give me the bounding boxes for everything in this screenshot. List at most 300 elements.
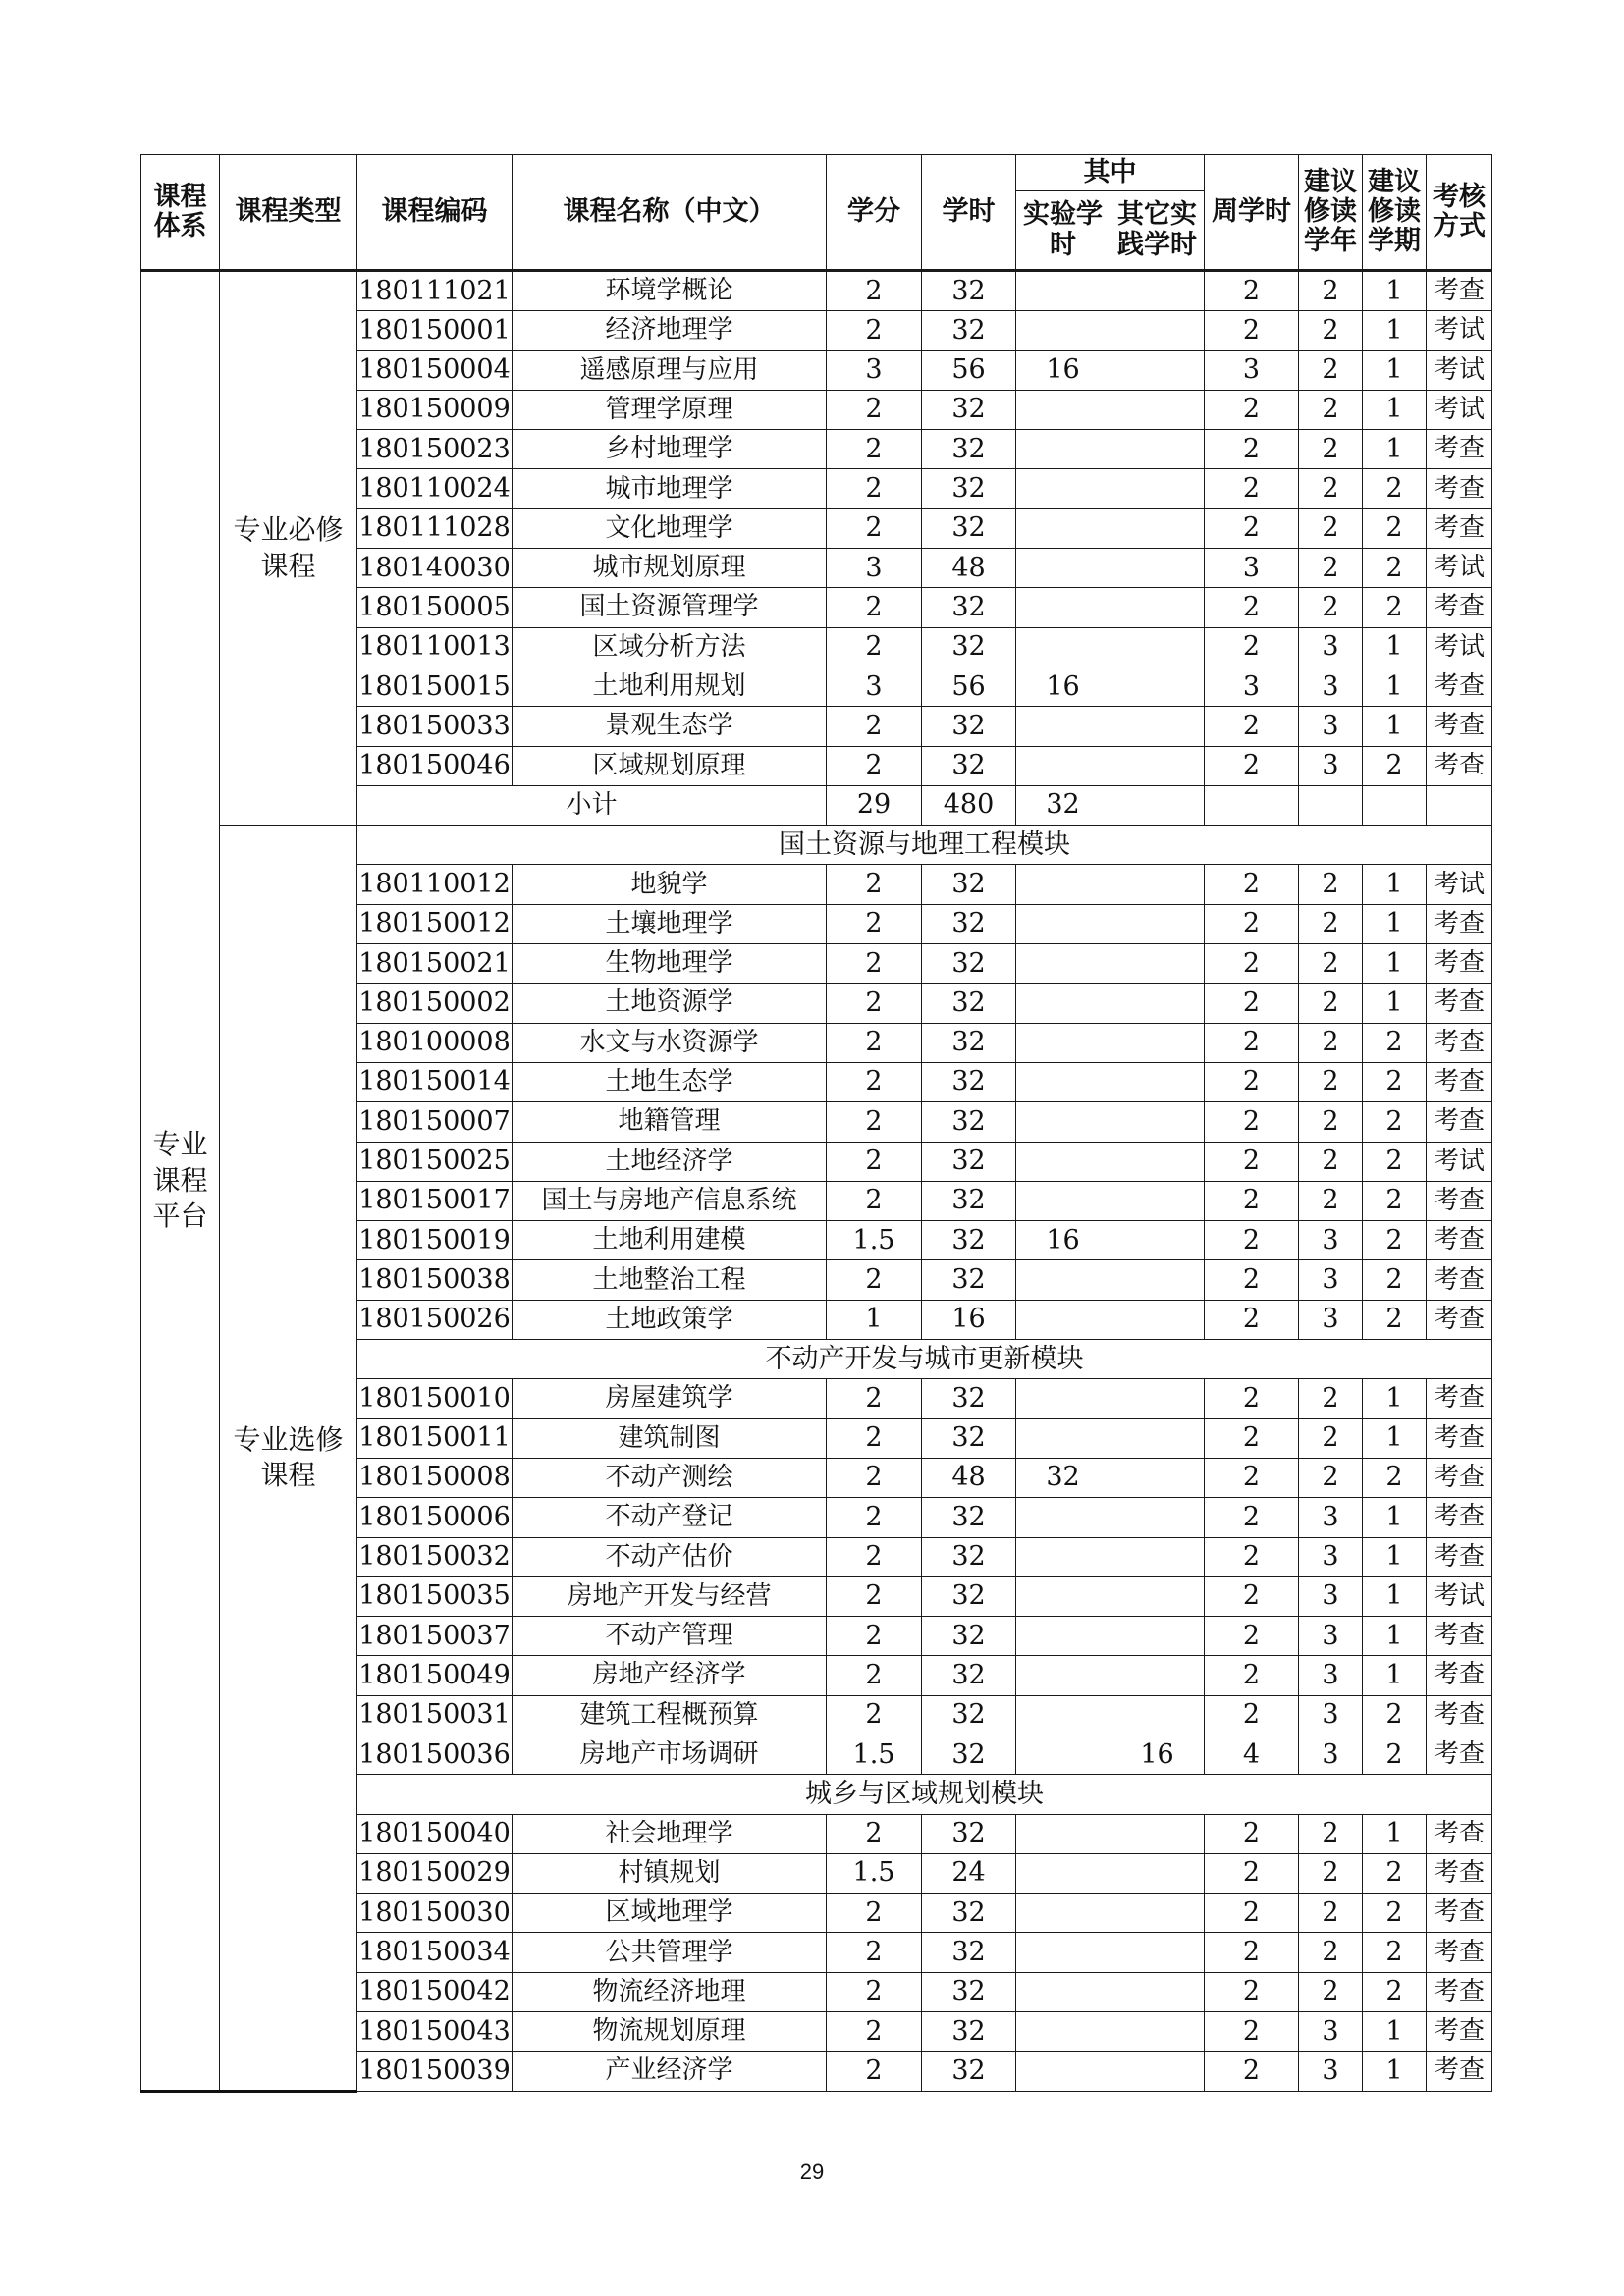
course-code: 180100008 [357,1023,513,1062]
weekly-hours: 2 [1205,944,1299,984]
course-name: 房屋建筑学 [513,1379,827,1418]
exam-method: 考查 [1427,271,1492,311]
suggested-term: 1 [1363,311,1427,350]
lab-hours [1016,1181,1110,1220]
practice-hours [1110,707,1205,746]
credit: 1.5 [827,1853,922,1893]
weekly-hours: 2 [1205,904,1299,943]
exam-method: 考试 [1427,627,1492,667]
weekly-hours: 2 [1205,984,1299,1023]
course-name: 物流经济地理 [513,1972,827,2011]
course-code: 180150017 [357,1181,513,1220]
weekly-hours: 2 [1205,588,1299,627]
hours: 48 [922,549,1016,588]
practice-hours [1110,944,1205,984]
credit: 2 [827,1181,922,1220]
weekly-hours: 2 [1205,1023,1299,1062]
weekly-hours: 2 [1205,1379,1299,1418]
credit: 2 [827,904,922,943]
suggested-year: 3 [1299,667,1363,706]
course-name: 不动产登记 [513,1498,827,1537]
course-name: 国土与房地产信息系统 [513,1181,827,1220]
credit: 2 [827,1260,922,1300]
suggested-year: 2 [1299,865,1363,904]
suggested-year: 3 [1299,1221,1363,1260]
weekly-hours: 2 [1205,1142,1299,1181]
course-name: 土壤地理学 [513,904,827,943]
practice-hours [1110,865,1205,904]
hours: 32 [922,469,1016,508]
exam-method: 考查 [1427,1735,1492,1774]
suggested-term: 1 [1363,1418,1427,1458]
credit: 2 [827,984,922,1023]
lab-hours [1016,1498,1110,1537]
suggested-term: 1 [1363,1537,1427,1576]
lab-hours [1016,1260,1110,1300]
suggested-year: 2 [1299,1972,1363,2011]
practice-hours [1110,1894,1205,1933]
suggested-term: 1 [1363,430,1427,469]
course-code: 180150008 [357,1458,513,1497]
practice-hours [1110,1379,1205,1418]
suggested-year: 2 [1299,1181,1363,1220]
lab-hours: 16 [1016,1221,1110,1260]
course-name: 土地利用建模 [513,1221,827,1260]
hours: 32 [922,588,1016,627]
course-code: 180150021 [357,944,513,984]
course-name: 地貌学 [513,865,827,904]
hours: 32 [922,1418,1016,1458]
course-name: 文化地理学 [513,508,827,548]
hours: 32 [922,984,1016,1023]
header-system: 课程体系 [141,155,220,271]
exam-method: 考试 [1427,350,1492,390]
course-name: 建筑制图 [513,1418,827,1458]
exam-method: 考查 [1427,1379,1492,1418]
course-name: 土地经济学 [513,1142,827,1181]
weekly-hours: 2 [1205,469,1299,508]
exam-method: 考试 [1427,549,1492,588]
course-name: 房地产开发与经营 [513,1576,827,1616]
practice-hours [1110,588,1205,627]
hours: 32 [922,627,1016,667]
module-title: 城乡与区域规划模块 [357,1775,1492,1814]
credit: 2 [827,1894,922,1933]
course-name: 经济地理学 [513,311,827,350]
hours: 32 [922,1062,1016,1101]
page-number: 29 [799,2160,825,2184]
practice-hours [1110,746,1205,785]
suggested-year: 2 [1299,430,1363,469]
course-code: 180111028 [357,508,513,548]
lab-hours [1016,984,1110,1023]
suggested-year: 3 [1299,1498,1363,1537]
suggested-term: 1 [1363,865,1427,904]
practice-hours [1110,984,1205,1023]
credit: 2 [827,627,922,667]
course-code: 180140030 [357,549,513,588]
practice-hours [1110,1933,1205,1972]
course-name: 管理学原理 [513,390,827,429]
lab-hours [1016,1576,1110,1616]
hours: 32 [922,1656,1016,1695]
suggested-year: 2 [1299,588,1363,627]
credit: 2 [827,944,922,984]
suggested-term: 1 [1363,627,1427,667]
exam-method: 考查 [1427,588,1492,627]
header-weekly: 周学时 [1205,155,1299,271]
suggested-term: 1 [1363,1498,1427,1537]
suggested-year: 3 [1299,1260,1363,1300]
suggested-term: 2 [1363,1853,1427,1893]
suggested-term: 1 [1363,667,1427,706]
practice-hours [1110,390,1205,429]
course-name: 地籍管理 [513,1102,827,1142]
lab-hours [1016,1537,1110,1576]
weekly-hours: 2 [1205,1853,1299,1893]
credit: 1.5 [827,1221,922,1260]
credit: 2 [827,390,922,429]
practice-hours [1110,1142,1205,1181]
practice-hours [1110,2052,1205,2091]
hours: 32 [922,1498,1016,1537]
suggested-term: 2 [1363,1260,1427,1300]
exam-method: 考查 [1427,667,1492,706]
exam-method: 考查 [1427,1972,1492,2011]
header-type: 课程类型 [220,155,357,271]
exam-method: 考查 [1427,1814,1492,1853]
course-code: 180150030 [357,1894,513,1933]
practice-hours [1110,1695,1205,1735]
exam-method: 考查 [1427,2052,1492,2091]
lab-hours [1016,588,1110,627]
course-name: 房地产市场调研 [513,1735,827,1774]
course-name: 土地整治工程 [513,1260,827,1300]
suggested-year: 3 [1299,1695,1363,1735]
exam-method: 考查 [1427,1260,1492,1300]
suggested-year: 2 [1299,1894,1363,1933]
credit: 2 [827,588,922,627]
course-code: 180150034 [357,1933,513,1972]
weekly-hours: 2 [1205,1894,1299,1933]
course-name: 房地产经济学 [513,1656,827,1695]
weekly-hours: 2 [1205,390,1299,429]
weekly-hours: 2 [1205,1814,1299,1853]
weekly-hours: 4 [1205,1735,1299,1774]
exam-method: 考查 [1427,2012,1492,2052]
credit: 2 [827,1023,922,1062]
subtotal-weekly [1205,785,1299,825]
hours: 56 [922,350,1016,390]
course-name: 区域规划原理 [513,746,827,785]
hours: 24 [922,1853,1016,1893]
exam-method: 考查 [1427,430,1492,469]
course-code: 180150043 [357,2012,513,2052]
suggested-term: 2 [1363,1458,1427,1497]
credit: 2 [827,469,922,508]
exam-method: 考查 [1427,1458,1492,1497]
lab-hours [1016,1814,1110,1853]
weekly-hours: 2 [1205,430,1299,469]
suggested-year: 2 [1299,984,1363,1023]
credit: 2 [827,1576,922,1616]
suggested-term: 1 [1363,904,1427,943]
lab-hours [1016,469,1110,508]
suggested-term: 1 [1363,2052,1427,2091]
hours: 32 [922,1617,1016,1656]
suggested-term: 2 [1363,1735,1427,1774]
lab-hours [1016,904,1110,943]
practice-hours [1110,1221,1205,1260]
course-code: 180150032 [357,1537,513,1576]
hours: 32 [922,508,1016,548]
credit: 2 [827,1695,922,1735]
weekly-hours: 3 [1205,667,1299,706]
credit: 2 [827,2012,922,2052]
practice-hours [1110,271,1205,311]
weekly-hours: 2 [1205,2052,1299,2091]
lab-hours [1016,746,1110,785]
lab-hours [1016,1735,1110,1774]
credit: 2 [827,508,922,548]
course-name: 遥感原理与应用 [513,350,827,390]
table-row [141,271,1492,311]
course-name: 城市规划原理 [513,549,827,588]
weekly-hours: 2 [1205,1656,1299,1695]
lab-hours [1016,549,1110,588]
weekly-hours: 2 [1205,1181,1299,1220]
header-row-1 [141,155,1492,191]
subtotal-label: 小计 [357,785,827,825]
exam-method: 考试 [1427,1142,1492,1181]
course-code: 180150038 [357,1260,513,1300]
exam-method: 考查 [1427,1498,1492,1537]
exam-method: 考查 [1427,1181,1492,1220]
lab-hours: 16 [1016,350,1110,390]
weekly-hours: 3 [1205,350,1299,390]
hours: 32 [922,311,1016,350]
credit: 2 [827,1814,922,1853]
suggested-year: 3 [1299,1617,1363,1656]
credit: 2 [827,746,922,785]
header-exam: 考核方式 [1427,155,1492,271]
lab-hours [1016,2012,1110,2052]
lab-hours [1016,508,1110,548]
practice-hours [1110,1656,1205,1695]
suggested-year: 3 [1299,1656,1363,1695]
course-code: 180150029 [357,1853,513,1893]
weekly-hours: 2 [1205,1458,1299,1497]
hours: 56 [922,667,1016,706]
suggested-term: 1 [1363,350,1427,390]
suggested-term: 2 [1363,1695,1427,1735]
course-type-elective: 专业选修课程 [220,826,357,2092]
lab-hours [1016,1617,1110,1656]
weekly-hours: 2 [1205,1498,1299,1537]
hours: 32 [922,1814,1016,1853]
lab-hours [1016,1418,1110,1458]
practice-hours [1110,1023,1205,1062]
module-title: 不动产开发与城市更新模块 [357,1340,1492,1379]
suggested-term: 1 [1363,1814,1427,1853]
hours: 32 [922,1933,1016,1972]
module-header-row [141,826,1492,865]
lab-hours [1016,627,1110,667]
course-name: 不动产测绘 [513,1458,827,1497]
hours: 48 [922,1458,1016,1497]
suggested-year: 3 [1299,1537,1363,1576]
practice-hours [1110,667,1205,706]
suggested-year: 2 [1299,508,1363,548]
practice-hours [1110,1853,1205,1893]
credit: 2 [827,271,922,311]
hours: 32 [922,1142,1016,1181]
course-name: 国土资源管理学 [513,588,827,627]
exam-method: 考查 [1427,1894,1492,1933]
exam-method: 考查 [1427,707,1492,746]
credit: 2 [827,1458,922,1497]
exam-method: 考查 [1427,1023,1492,1062]
credit: 2 [827,1617,922,1656]
suggested-term: 2 [1363,1300,1427,1339]
weekly-hours: 2 [1205,1537,1299,1576]
credit: 2 [827,2052,922,2091]
practice-hours [1110,1102,1205,1142]
suggested-year: 2 [1299,1853,1363,1893]
lab-hours [1016,1853,1110,1893]
exam-method: 考查 [1427,1695,1492,1735]
hours: 32 [922,1537,1016,1576]
suggested-term: 2 [1363,1181,1427,1220]
course-code: 180150040 [357,1814,513,1853]
suggested-term: 2 [1363,1023,1427,1062]
practice-hours [1110,1814,1205,1853]
hours: 32 [922,1260,1016,1300]
lab-hours [1016,430,1110,469]
course-code: 180150009 [357,390,513,429]
suggested-year: 3 [1299,746,1363,785]
suggested-term: 1 [1363,944,1427,984]
subtotal-exam [1427,785,1492,825]
suggested-term: 2 [1363,1894,1427,1933]
exam-method: 考试 [1427,390,1492,429]
suggested-year: 2 [1299,390,1363,429]
subtotal-credit: 29 [827,785,922,825]
weekly-hours: 2 [1205,1221,1299,1260]
suggested-year: 3 [1299,627,1363,667]
suggested-year: 2 [1299,904,1363,943]
exam-method: 考查 [1427,984,1492,1023]
subtotal-term [1363,785,1427,825]
weekly-hours: 2 [1205,1260,1299,1300]
course-name: 水文与水资源学 [513,1023,827,1062]
practice-hours [1110,1458,1205,1497]
course-name: 物流规划原理 [513,2012,827,2052]
suggested-term: 2 [1363,1102,1427,1142]
course-name: 产业经济学 [513,2052,827,2091]
suggested-year: 2 [1299,1023,1363,1062]
credit: 2 [827,1933,922,1972]
suggested-year: 2 [1299,1933,1363,1972]
credit: 1 [827,1300,922,1339]
suggested-year: 3 [1299,1300,1363,1339]
header-term: 建议修读学期 [1363,155,1427,271]
weekly-hours: 2 [1205,1062,1299,1101]
practice-hours [1110,1576,1205,1616]
hours: 32 [922,2012,1016,2052]
lab-hours [1016,707,1110,746]
hours: 32 [922,707,1016,746]
course-name: 环境学概论 [513,271,827,311]
suggested-year: 3 [1299,1735,1363,1774]
course-name: 村镇规划 [513,1853,827,1893]
weekly-hours: 2 [1205,2012,1299,2052]
suggested-term: 2 [1363,1972,1427,2011]
course-code: 180150001 [357,311,513,350]
exam-method: 考查 [1427,904,1492,943]
hours: 32 [922,865,1016,904]
header-practice: 其它实践学时 [1110,191,1205,271]
credit: 2 [827,1062,922,1101]
hours: 16 [922,1300,1016,1339]
exam-method: 考查 [1427,944,1492,984]
practice-hours [1110,1617,1205,1656]
lab-hours [1016,1656,1110,1695]
header-lab: 实验学时 [1016,191,1110,271]
credit: 3 [827,350,922,390]
subtotal-lab: 32 [1016,785,1110,825]
credit: 2 [827,1537,922,1576]
practice-hours [1110,1498,1205,1537]
course-name: 景观生态学 [513,707,827,746]
hours: 32 [922,1972,1016,2011]
credit: 2 [827,1142,922,1181]
practice-hours [1110,430,1205,469]
lab-hours [1016,1379,1110,1418]
suggested-year: 2 [1299,1458,1363,1497]
suggested-term: 1 [1363,1379,1427,1418]
practice-hours [1110,1418,1205,1458]
credit: 2 [827,865,922,904]
course-name: 城市地理学 [513,469,827,508]
header-code: 课程编码 [357,155,513,271]
exam-method: 考查 [1427,1853,1492,1893]
exam-method: 考试 [1427,1576,1492,1616]
exam-method: 考查 [1427,1418,1492,1458]
credit: 3 [827,667,922,706]
suggested-term: 2 [1363,1933,1427,1972]
suggested-year: 3 [1299,707,1363,746]
hours: 32 [922,430,1016,469]
weekly-hours: 2 [1205,1300,1299,1339]
hours: 32 [922,1023,1016,1062]
course-code: 180150035 [357,1576,513,1616]
exam-method: 考查 [1427,469,1492,508]
suggested-year: 3 [1299,2052,1363,2091]
hours: 32 [922,2052,1016,2091]
course-code: 180150039 [357,2052,513,2091]
exam-method: 考查 [1427,1656,1492,1695]
suggested-year: 2 [1299,1379,1363,1418]
course-name: 区域地理学 [513,1894,827,1933]
course-code: 180150037 [357,1617,513,1656]
course-name: 社会地理学 [513,1814,827,1853]
lab-hours [1016,865,1110,904]
lab-hours [1016,1894,1110,1933]
course-code: 180150042 [357,1972,513,2011]
course-code: 180150012 [357,904,513,943]
weekly-hours: 2 [1205,1102,1299,1142]
